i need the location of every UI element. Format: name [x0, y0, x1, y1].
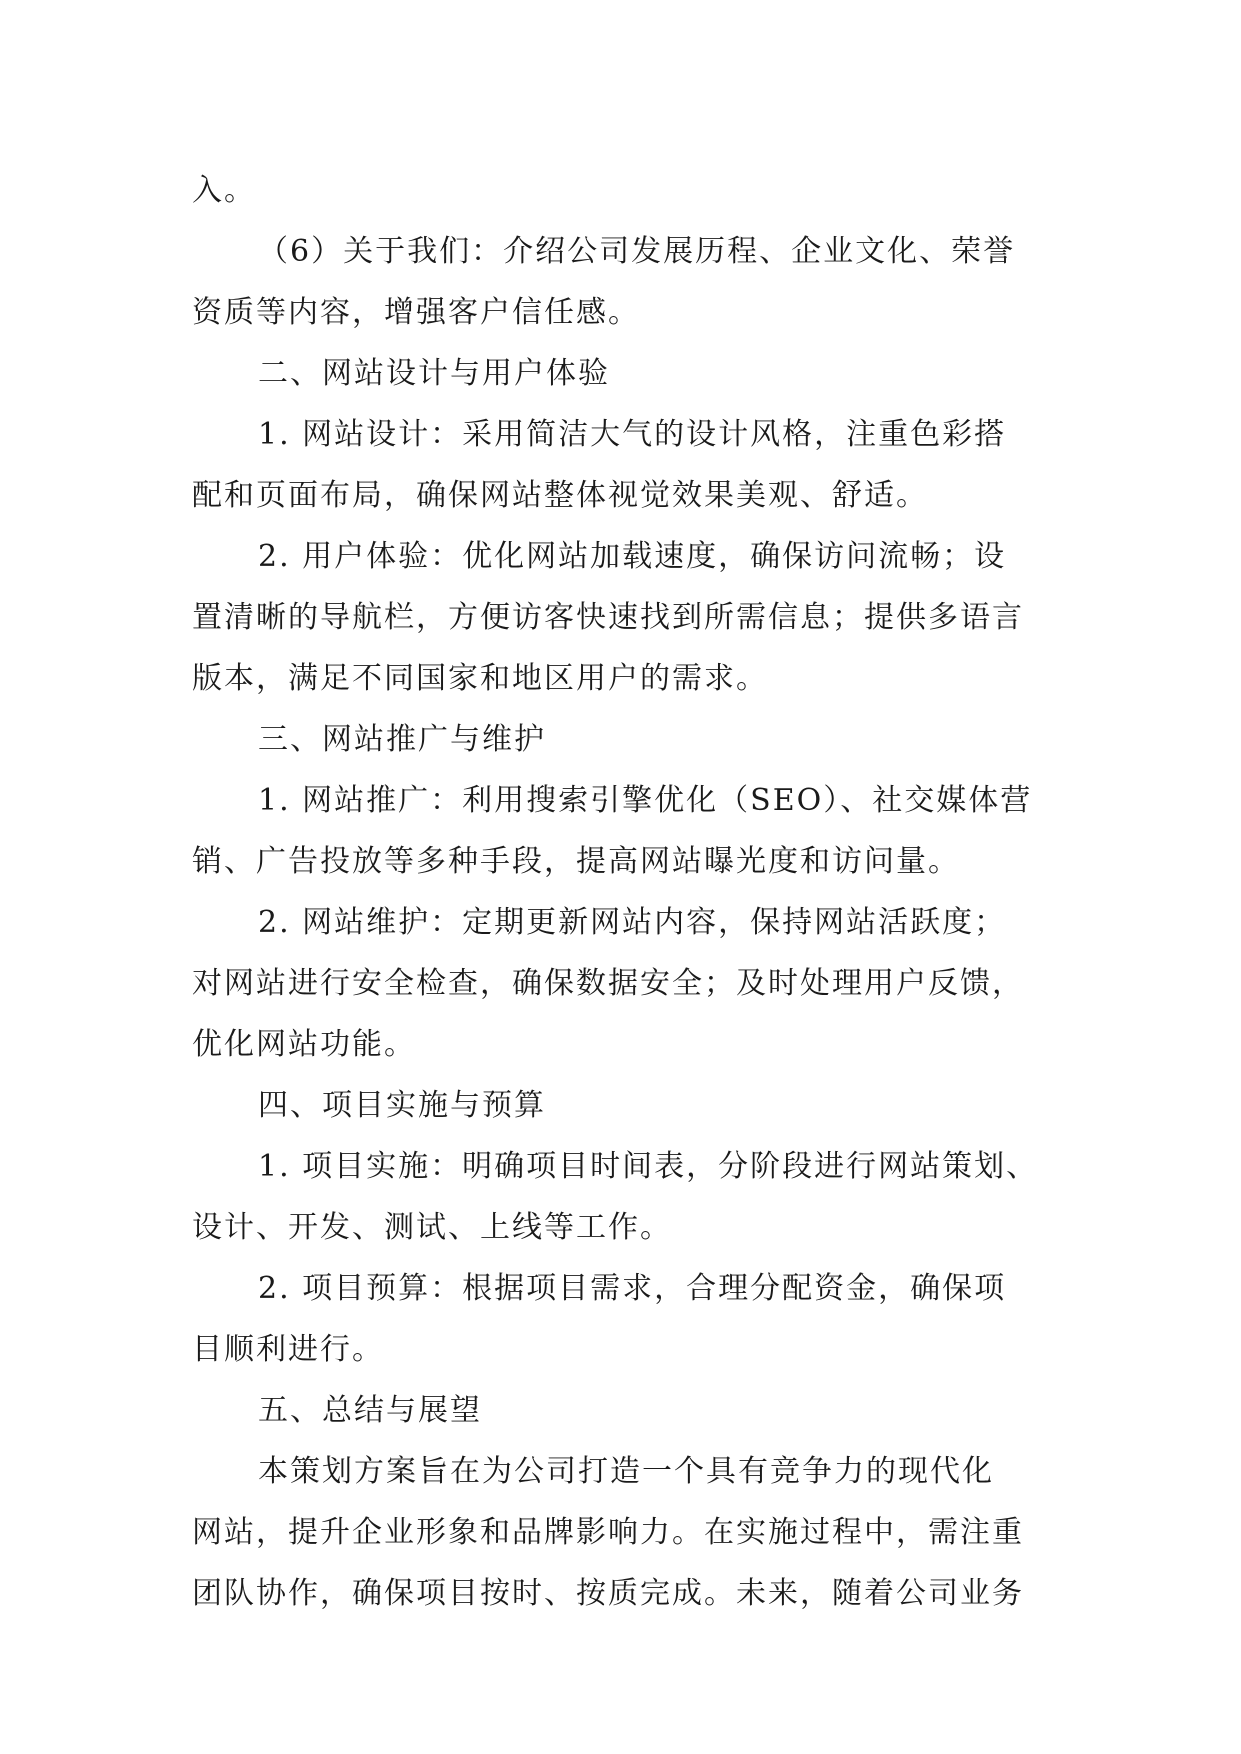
paragraph-first-line: 1. 项目实施：明确项目时间表，分阶段进行网站策划、: [258, 1149, 1039, 1184]
section-heading: 五、总结与展望: [258, 1393, 482, 1428]
body-text-line: 版本，满足不同国家和地区用户的需求。: [192, 661, 768, 696]
section-heading: 三、网站推广与维护: [258, 722, 546, 757]
body-text-line: 设计、开发、测试、上线等工作。: [192, 1210, 672, 1245]
body-text-line: 对网站进行安全检查，确保数据安全；及时处理用户反馈，: [192, 966, 1024, 1001]
paragraph-first-line: 1. 网站推广：利用搜索引擎优化（SEO）、社交媒体营: [258, 783, 1033, 818]
section-heading: 二、网站设计与用户体验: [258, 356, 610, 391]
body-text-line: 团队协作，确保项目按时、按质完成。未来，随着公司业务: [192, 1576, 1024, 1611]
body-text-line: 目顺利进行。: [192, 1332, 384, 1367]
section-heading: 四、项目实施与预算: [258, 1088, 546, 1123]
body-text-line: 入。: [192, 173, 256, 208]
document-page: [192, 160, 1052, 1624]
body-text-line: 配和页面布局，确保网站整体视觉效果美观、舒适。: [192, 478, 928, 513]
body-text-line: 优化网站功能。: [192, 1027, 416, 1062]
paragraph-first-line: 2. 用户体验：优化网站加载速度，确保访问流畅；设: [258, 539, 1007, 574]
body-text-line: 资质等内容，增强客户信任感。: [192, 295, 640, 330]
body-text-line: 销、广告投放等多种手段，提高网站曝光度和访问量。: [192, 844, 960, 879]
paragraph-first-line: 1. 网站设计：采用简洁大气的设计风格，注重色彩搭: [258, 417, 1007, 452]
paragraph-first-line: 2. 网站维护：定期更新网站内容，保持网站活跃度；: [258, 905, 1007, 940]
paragraph-first-line: （6）关于我们：介绍公司发展历程、企业文化、荣誉: [258, 234, 1016, 269]
paragraph-first-line: 本策划方案旨在为公司打造一个具有竞争力的现代化: [258, 1454, 994, 1489]
body-text-line: 置清晰的导航栏，方便访客快速找到所需信息；提供多语言: [192, 600, 1024, 635]
paragraph-first-line: 2. 项目预算：根据项目需求，合理分配资金，确保项: [258, 1271, 1007, 1306]
body-text-line: 网站，提升企业形象和品牌影响力。在实施过程中，需注重: [192, 1515, 1024, 1550]
